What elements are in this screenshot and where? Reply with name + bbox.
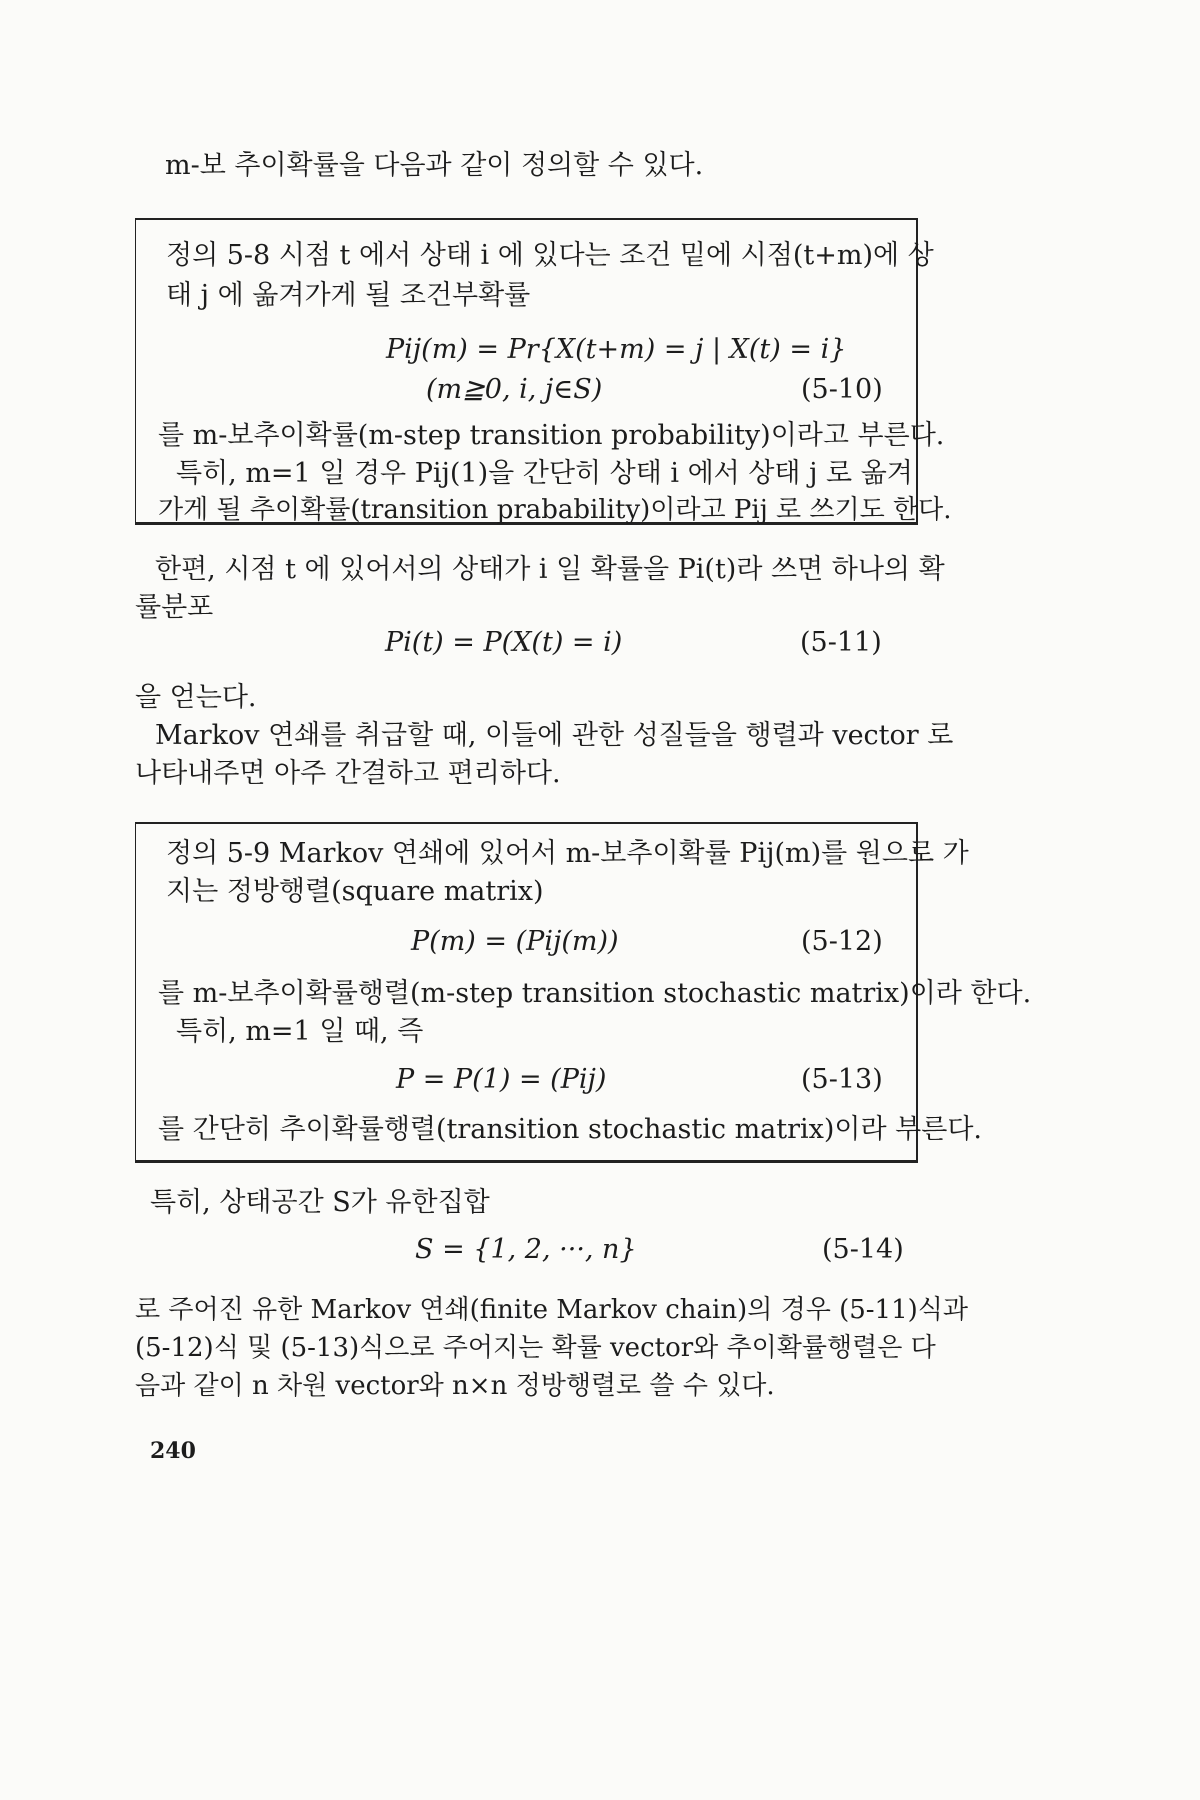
def58-line4: 특히, m=1 일 경우 Pij(1)을 간단히 상태 i 에서 상태 j 로 옮겨 [176,458,913,489]
page-number: 240 [150,1438,196,1464]
para2-line3: (5-12)식 및 (5-13)식으로 주어지는 확률 vector와 추이확률행렬은 다 [135,1333,936,1363]
def58-equation-number: (5-10) [801,374,883,405]
def59-line2: 지는 정방행렬(square matrix) [166,876,544,907]
intro-line: m-보 추이확률을 다음과 같이 정의할 수 있다. [165,150,704,181]
para2-line2: 로 주어진 유한 Markov 연쇄(finite Markov chain)의 경우 (5-11)식과 [135,1295,969,1325]
def59-equation1-number: (5-12) [801,926,883,957]
para1-line1: 한편, 시점 t 에 있어서의 상태가 i 일 확률을 Pi(t)라 쓰면 하나의 확 [155,554,945,585]
def59-line4: 특히, m=1 일 때, 즉 [176,1016,424,1047]
def58-equation2: (m≧0, i, j∈S) [426,374,603,405]
definition-5-9-box [135,822,1032,1163]
para2-equation-number: (5-14) [822,1234,904,1265]
para2-line4: 음과 같이 n 차원 vector와 n×n 정방행렬로 쓸 수 있다. [135,1371,775,1401]
def59-line1: 정의 5-9 Markov 연쇄에 있어서 m-보추이확률 Pij(m)를 원으로 가 [166,838,969,869]
definition-5-8-box [135,218,952,525]
def58-equation1: Pij(m) = Pr{X(t+m) = j | X(t) = i} [386,334,847,365]
para1-equation: Pi(t) = P(X(t) = i) [385,627,623,658]
para2-line1: 특히, 상태공간 S가 유한집합 [150,1187,490,1218]
def59-line3: 를 m-보추이확률행렬(m-step transition stochastic matrix)이라 한다. [158,978,1032,1009]
def59-line5: 를 간단히 추이확률행렬(transition stochastic matrix)이라 부른다. [158,1114,983,1145]
def59-equation1: P(m) = (Pij(m)) [411,926,619,957]
def58-line3: 를 m-보추이확률(m-step transition probability)이라고 부른다. [158,420,945,451]
def58-line5: 가게 될 추이확률(transition prabability)이라고 Pij 로 쓰기도 한다. [158,495,952,525]
def59-equation2: P = P(1) = (Pij) [396,1064,607,1095]
para1-equation-number: (5-11) [800,627,882,658]
para1-line2: 률분포 [135,592,214,623]
para1-line4: Markov 연쇄를 취급할 때, 이들에 관한 성질들을 행렬과 vector 로 [155,720,954,751]
para1-line3: 을 얻는다. [135,682,257,713]
para1-line5: 나타내주면 아주 간결하고 편리하다. [135,758,561,789]
def58-line2: 태 j 에 옮겨가게 될 조건부확률 [166,280,531,311]
def58-line1: 정의 5-8 시점 t 에서 상태 i 에 있다는 조건 밑에 시점(t+m)에 상 [166,240,934,271]
para2-equation: S = {1, 2, ···, n} [415,1234,637,1265]
def59-equation2-number: (5-13) [801,1064,883,1095]
